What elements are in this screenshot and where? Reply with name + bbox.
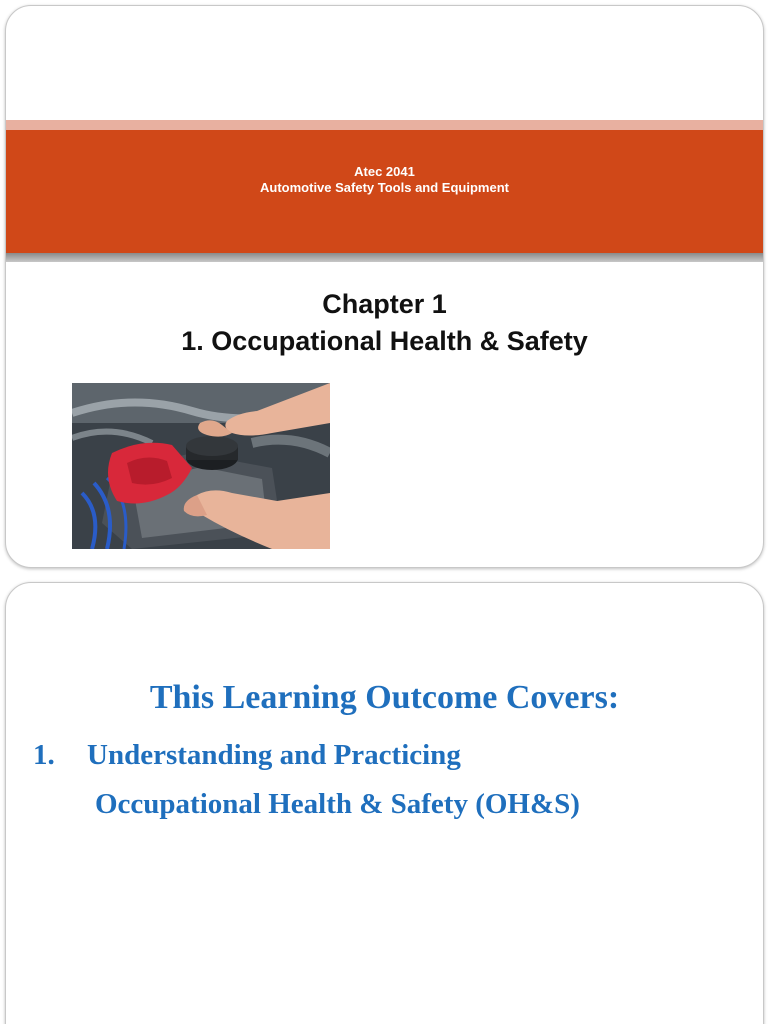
list-item (33, 731, 687, 829)
slide-title (5, 5, 764, 568)
course-name: Automotive Safety Tools and Equipment (260, 180, 509, 195)
outcome-title: This Learning Outcome Covers: (149, 679, 620, 716)
list-item-number: 1. (33, 739, 55, 771)
chapter-heading (6, 286, 763, 360)
chapter-number: Chapter 1 (322, 289, 447, 319)
slide-learning-outcome (5, 582, 764, 1024)
engine-photo-icon (72, 383, 330, 549)
banner-shadow (6, 253, 763, 262)
outcome-list (33, 731, 687, 829)
list-item-line1: Understanding and Practicing (87, 739, 461, 771)
course-code: Atec 2041 (354, 164, 415, 179)
course-banner (6, 130, 763, 253)
list-item-line2: Occupational Health & Safety (OH&S) (95, 788, 580, 820)
chapter-title: 1. Occupational Health & Safety (181, 326, 588, 356)
list-item-text (87, 731, 687, 829)
